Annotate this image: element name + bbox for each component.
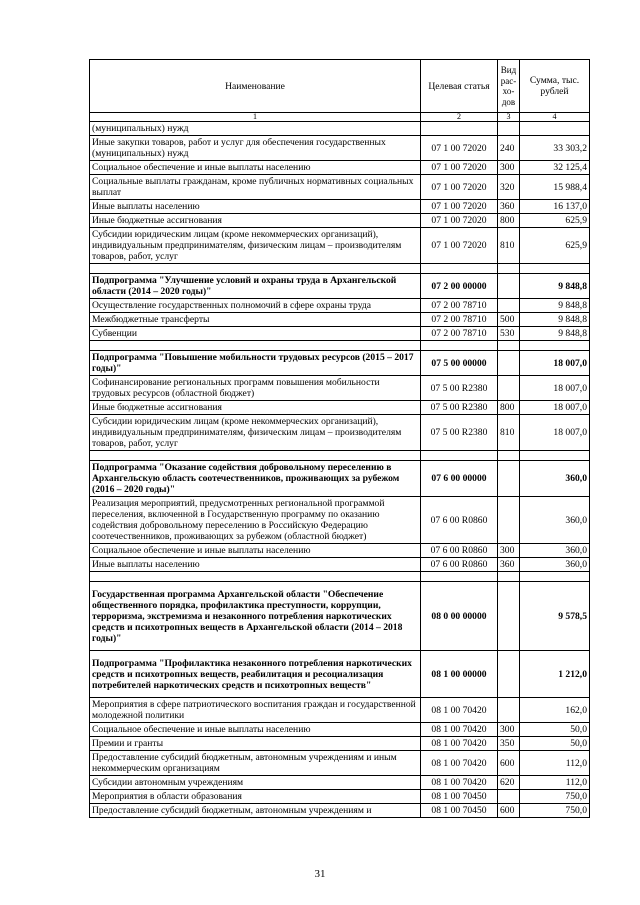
row-vid: 600 [498, 751, 520, 776]
program-row [90, 351, 590, 376]
row-name: Подпрограмма "Профилактика незаконного потребления наркотических средств и психотропных веществ, реабилитация и ресоциализация потребителей наркотических средств и психотропных веществ" [90, 651, 421, 698]
row-name: Социальное обеспечение и иные выплаты населению [90, 723, 421, 737]
column-number: 2 [421, 113, 498, 122]
row-sum [520, 264, 590, 274]
row-sum: 50,0 [520, 737, 590, 751]
header-code: Целевая статья [421, 60, 498, 113]
row-name: Социальное обеспечение и иные выплаты населению [90, 161, 421, 175]
row-vid [498, 351, 520, 376]
row-vid [498, 651, 520, 698]
row-sum: 750,0 [520, 790, 590, 804]
row-vid [498, 572, 520, 582]
row-code: 07 2 00 78710 [421, 327, 498, 341]
row-sum: 9 848,8 [520, 313, 590, 327]
row-vid: 320 [498, 175, 520, 200]
row-sum [520, 572, 590, 582]
row-vid: 300 [498, 161, 520, 175]
table-row [90, 122, 590, 136]
row-name: Иные выплаты населению [90, 200, 421, 214]
row-name: Иные бюджетные ассигнования [90, 401, 421, 415]
row-sum: 9 848,8 [520, 299, 590, 313]
row-code: 07 5 00 R2380 [421, 415, 498, 451]
column-number: 4 [520, 113, 590, 122]
row-code: 07 1 00 72020 [421, 161, 498, 175]
row-sum: 50,0 [520, 723, 590, 737]
row-name: Мероприятия в области образования [90, 790, 421, 804]
row-sum: 32 125,4 [520, 161, 590, 175]
row-sum: 625,9 [520, 214, 590, 228]
row-code: 08 1 00 70420 [421, 698, 498, 723]
row-sum: 112,0 [520, 751, 590, 776]
row-code: 07 1 00 72020 [421, 214, 498, 228]
row-name: Осуществление государственных полномочий в сфере охраны труда [90, 299, 421, 313]
row-sum: 9 848,8 [520, 274, 590, 299]
row-vid [498, 582, 520, 651]
column-number-row [90, 113, 590, 122]
table-row [90, 161, 590, 175]
row-name [90, 341, 421, 351]
row-vid: 350 [498, 737, 520, 751]
row-sum [520, 341, 590, 351]
row-name: Иные закупки товаров, работ и услуг для обеспечения государственных (муниципальных) нужд [90, 136, 421, 161]
row-vid [498, 790, 520, 804]
row-sum: 360,0 [520, 544, 590, 558]
row-vid [498, 497, 520, 544]
program-row [90, 582, 590, 651]
spacer-row [90, 451, 590, 461]
row-code: 07 2 00 78710 [421, 313, 498, 327]
row-sum: 1 212,0 [520, 651, 590, 698]
row-code: 08 1 00 70420 [421, 723, 498, 737]
table-row [90, 200, 590, 214]
row-vid: 810 [498, 415, 520, 451]
row-name: Мероприятия в сфере патриотического воспитания граждан и государственной молодежной политики [90, 698, 421, 723]
table-row [90, 299, 590, 313]
row-vid: 500 [498, 313, 520, 327]
table-row [90, 804, 590, 818]
row-name: Межбюджетные трансферты [90, 313, 421, 327]
table-row [90, 313, 590, 327]
table-row [90, 214, 590, 228]
row-sum: 15 988,4 [520, 175, 590, 200]
row-code [421, 451, 498, 461]
row-code [421, 264, 498, 274]
row-code: 08 1 00 70420 [421, 776, 498, 790]
table-header-row [90, 60, 590, 113]
column-number: 3 [498, 113, 520, 122]
row-vid: 240 [498, 136, 520, 161]
table-row [90, 723, 590, 737]
row-name [90, 572, 421, 582]
table-row [90, 497, 590, 544]
row-code: 08 1 00 00000 [421, 651, 498, 698]
row-name: Предоставление субсидий бюджетным, автономным учреждениям и [90, 804, 421, 818]
row-vid [498, 698, 520, 723]
row-code: 08 0 00 00000 [421, 582, 498, 651]
table-row [90, 790, 590, 804]
row-code: 07 6 00 R0860 [421, 544, 498, 558]
row-sum: 360,0 [520, 461, 590, 497]
row-code: 07 1 00 72020 [421, 200, 498, 214]
table-row [90, 544, 590, 558]
row-vid: 300 [498, 723, 520, 737]
row-vid: 800 [498, 401, 520, 415]
row-name: (муниципальных) нужд [90, 122, 421, 136]
budget-table [89, 59, 590, 818]
row-vid [498, 274, 520, 299]
row-code: 08 1 00 70450 [421, 804, 498, 818]
row-name: Социальное обеспечение и иные выплаты населению [90, 544, 421, 558]
row-vid [498, 122, 520, 136]
row-code: 07 2 00 00000 [421, 274, 498, 299]
table-row [90, 175, 590, 200]
row-code: 08 1 00 70420 [421, 737, 498, 751]
row-vid [498, 451, 520, 461]
row-sum: 18 007,0 [520, 376, 590, 401]
table-row [90, 737, 590, 751]
table-row [90, 228, 590, 264]
header-vid: Вид рас-хо-дов [498, 60, 520, 113]
row-sum: 9 578,5 [520, 582, 590, 651]
row-code: 07 2 00 78710 [421, 299, 498, 313]
row-sum: 162,0 [520, 698, 590, 723]
row-sum: 18 007,0 [520, 401, 590, 415]
row-sum [520, 122, 590, 136]
row-vid: 600 [498, 804, 520, 818]
spacer-row [90, 264, 590, 274]
program-row [90, 274, 590, 299]
table-row [90, 136, 590, 161]
row-sum: 360,0 [520, 497, 590, 544]
row-code: 07 6 00 R0860 [421, 558, 498, 572]
row-name: Субвенции [90, 327, 421, 341]
row-vid: 530 [498, 327, 520, 341]
program-row [90, 651, 590, 698]
row-sum: 9 848,8 [520, 327, 590, 341]
spacer-row [90, 572, 590, 582]
row-sum: 16 137,0 [520, 200, 590, 214]
row-name: Предоставление субсидий бюджетным, автономным учреждениям и иным некоммерческим организациям [90, 751, 421, 776]
row-vid [498, 461, 520, 497]
row-name: Подпрограмма "Улучшение условий и охраны труда в Архангельской области (2014 – 2020 годы)" [90, 274, 421, 299]
row-sum: 750,0 [520, 804, 590, 818]
row-name: Субсидии автономным учреждениям [90, 776, 421, 790]
row-sum: 625,9 [520, 228, 590, 264]
row-sum: 18 007,0 [520, 351, 590, 376]
row-vid [498, 264, 520, 274]
row-name [90, 264, 421, 274]
table-row [90, 698, 590, 723]
row-name: Подпрограмма "Повышение мобильности трудовых ресурсов (2015 – 2017 годы)" [90, 351, 421, 376]
row-name: Софинансирование региональных программ повышения мобильности трудовых ресурсов (областной бюджет) [90, 376, 421, 401]
row-name: Премии и гранты [90, 737, 421, 751]
header-sum: Сумма, тыс. рублей [520, 60, 590, 113]
row-code: 07 1 00 72020 [421, 136, 498, 161]
row-code: 07 6 00 R0860 [421, 497, 498, 544]
row-code [421, 122, 498, 136]
row-sum: 112,0 [520, 776, 590, 790]
table-row [90, 376, 590, 401]
table-row [90, 327, 590, 341]
row-code: 07 5 00 R2380 [421, 401, 498, 415]
row-code: 08 1 00 70420 [421, 751, 498, 776]
spacer-row [90, 341, 590, 351]
row-sum: 360,0 [520, 558, 590, 572]
header-name: Наименование [90, 60, 421, 113]
row-vid: 300 [498, 544, 520, 558]
row-code: 07 5 00 00000 [421, 351, 498, 376]
row-vid [498, 376, 520, 401]
row-name: Иные выплаты населению [90, 558, 421, 572]
table-row [90, 558, 590, 572]
table-row [90, 401, 590, 415]
row-name [90, 451, 421, 461]
table-body [90, 60, 590, 818]
page-number: 31 [314, 868, 326, 880]
row-code: 08 1 00 70450 [421, 790, 498, 804]
row-name: Социальные выплаты гражданам, кроме публичных нормативных социальных выплат [90, 175, 421, 200]
row-vid: 360 [498, 200, 520, 214]
row-sum: 33 303,2 [520, 136, 590, 161]
row-code: 07 5 00 R2380 [421, 376, 498, 401]
row-vid: 360 [498, 558, 520, 572]
table-row [90, 751, 590, 776]
row-code: 07 1 00 72020 [421, 175, 498, 200]
row-vid [498, 299, 520, 313]
program-row [90, 461, 590, 497]
row-vid: 810 [498, 228, 520, 264]
row-code [421, 341, 498, 351]
row-sum [520, 451, 590, 461]
row-name: Подпрограмма "Оказание содействия добровольному переселению в Архангельскую область соотечественников, проживающих за рубежом (2016 – 2020 годы)" [90, 461, 421, 497]
table-row [90, 776, 590, 790]
row-sum: 18 007,0 [520, 415, 590, 451]
row-code: 07 6 00 00000 [421, 461, 498, 497]
column-number: 1 [90, 113, 421, 122]
row-vid: 800 [498, 214, 520, 228]
row-name: Субсидии юридическим лицам (кроме некоммерческих организаций), индивидуальным предпринимателям, физическим лицам – производителям товаров, работ, услуг [90, 228, 421, 264]
row-vid: 620 [498, 776, 520, 790]
row-name: Иные бюджетные ассигнования [90, 214, 421, 228]
row-name: Реализация мероприятий, предусмотренных региональной программой переселения, включенной в Государственную программу по оказанию содействия добровольному переселению в Российскую Федерацию соотечественников, проживающих за рубежом (областной бюджет) [90, 497, 421, 544]
row-vid [498, 341, 520, 351]
row-name: Субсидии юридическим лицам (кроме некоммерческих организаций), индивидуальным предпринимателям, физическим лицам – производителям товаров, работ, услуг [90, 415, 421, 451]
row-code [421, 572, 498, 582]
row-name: Государственная программа Архангельской области "Обеспечение общественного порядка, профилактика преступности, коррупции, терроризма, экстремизма и незаконного потребления наркотических средств и психотропных веществ в Архангельской области (2014 – 2018 годы)" [90, 582, 421, 651]
table-row [90, 415, 590, 451]
row-code: 07 1 00 72020 [421, 228, 498, 264]
